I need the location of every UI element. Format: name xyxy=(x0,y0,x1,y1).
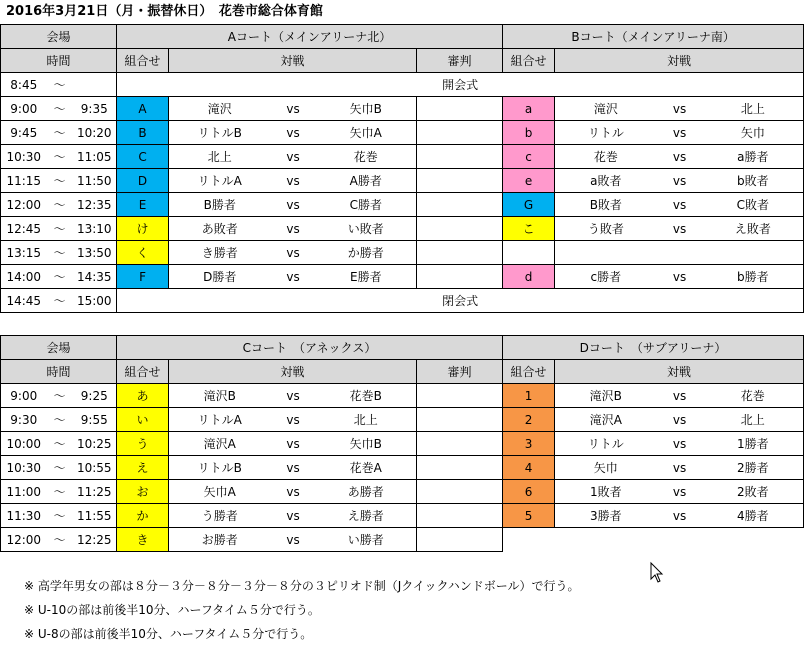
match-id-d: 5 xyxy=(503,504,555,528)
team-2: 花巻A xyxy=(316,456,417,480)
kumiawase-header-d: 組合せ xyxy=(503,360,555,384)
time-start: 14:45 xyxy=(1,289,47,313)
team-2: C勝者 xyxy=(316,193,417,217)
team-2: 花巻B xyxy=(316,384,417,408)
team-2: E勝者 xyxy=(316,265,417,289)
time-start: 12:00 xyxy=(1,193,47,217)
court-c-header: Cコート （アネックス） xyxy=(117,336,503,360)
match-id-c: い xyxy=(117,408,169,432)
vs-label: vs xyxy=(271,480,316,504)
time-end: 11:50 xyxy=(73,169,117,193)
vs-label: vs xyxy=(657,480,703,504)
team-1: あ敗者 xyxy=(169,217,271,241)
team-1: 滝沢 xyxy=(169,97,271,121)
team-1: リトルB xyxy=(169,456,271,480)
schedule-row xyxy=(1,121,804,145)
time-tilde: ～ xyxy=(47,265,73,289)
match-id-d: 4 xyxy=(503,456,555,480)
time-tilde: ～ xyxy=(47,432,73,456)
time-start: 9:30 xyxy=(1,408,47,432)
vs-label: vs xyxy=(657,504,703,528)
team-1: D勝者 xyxy=(169,265,271,289)
team-2: 矢巾A xyxy=(316,121,417,145)
match-id-a: A xyxy=(117,97,169,121)
time-start: 9:00 xyxy=(1,384,47,408)
schedule-row xyxy=(1,217,804,241)
match-id-a: C xyxy=(117,145,169,169)
referee-cell xyxy=(417,217,503,241)
opening-row xyxy=(1,73,804,97)
vs-label: vs xyxy=(271,456,316,480)
court-b-header: Bコート（メインアリーナ南） xyxy=(503,25,804,49)
match-id-b: b xyxy=(503,121,555,145)
schedule-row xyxy=(1,193,804,217)
referee-cell xyxy=(417,480,503,504)
kumiawase-header-a: 組合せ xyxy=(117,49,169,73)
time-start: 10:00 xyxy=(1,432,47,456)
time-start: 12:45 xyxy=(1,217,47,241)
match-id-d: 2 xyxy=(503,408,555,432)
note-2: ※ U-10の部は前後半10分、ハーフタイム５分で行う。 xyxy=(24,603,320,617)
referee-cell xyxy=(417,504,503,528)
vs-label: vs xyxy=(271,265,316,289)
shinpan-header-c: 審判 xyxy=(417,360,503,384)
match-id-b: a xyxy=(503,97,555,121)
schedule-row xyxy=(1,265,804,289)
time-tilde: ～ xyxy=(47,504,73,528)
time-tilde: ～ xyxy=(47,408,73,432)
referee-cell xyxy=(417,384,503,408)
vs-label: vs xyxy=(657,121,703,145)
match-id-c: あ xyxy=(117,384,169,408)
referee-cell xyxy=(417,528,503,552)
team-2: か勝者 xyxy=(316,241,417,265)
match-id-b xyxy=(503,241,555,265)
team-1: リトル xyxy=(555,121,657,145)
team-2: b敗者 xyxy=(703,169,804,193)
vs-label: vs xyxy=(271,97,316,121)
team-2: 北上 xyxy=(703,408,804,432)
time-end: 11:55 xyxy=(73,504,117,528)
vs-label: vs xyxy=(657,97,703,121)
vs-label: vs xyxy=(271,169,316,193)
referee-cell xyxy=(417,408,503,432)
schedule-table-bottom xyxy=(0,335,804,552)
team-2: 2勝者 xyxy=(703,456,804,480)
time-end: 10:20 xyxy=(73,121,117,145)
time-start: 8:45 xyxy=(1,73,47,97)
match-id-c: え xyxy=(117,456,169,480)
team-1: き勝者 xyxy=(169,241,271,265)
time-tilde: ～ xyxy=(47,384,73,408)
schedule-row xyxy=(1,504,804,528)
time-tilde: ～ xyxy=(47,73,73,97)
team-2: い敗者 xyxy=(316,217,417,241)
kumiawase-header-b: 組合せ xyxy=(503,49,555,73)
match-id-b: d xyxy=(503,265,555,289)
team-1: 矢巾 xyxy=(555,456,657,480)
note-3: ※ U-8の部は前後半10分、ハーフタイム５分で行う。 xyxy=(24,627,313,641)
team-1: 花巻 xyxy=(555,145,657,169)
vs-label: vs xyxy=(657,384,703,408)
team-2: A勝者 xyxy=(316,169,417,193)
time-end: 10:55 xyxy=(73,456,117,480)
referee-cell xyxy=(417,193,503,217)
empty-area xyxy=(503,528,804,552)
mouse-cursor-icon xyxy=(650,562,664,584)
schedule-row xyxy=(1,241,804,265)
time-end: 9:55 xyxy=(73,408,117,432)
time-tilde: ～ xyxy=(47,193,73,217)
page-title: 2016年3月21日（月・振替休日） 花巻市総合体育館 xyxy=(6,4,323,19)
referee-cell xyxy=(417,432,503,456)
shinpan-header-a: 審判 xyxy=(417,49,503,73)
team-1: う勝者 xyxy=(169,504,271,528)
vs-label: vs xyxy=(657,217,703,241)
vs-label: vs xyxy=(271,408,316,432)
taisen-header-c: 対戦 xyxy=(169,360,417,384)
time-tilde: ～ xyxy=(47,241,73,265)
vs-label: vs xyxy=(657,169,703,193)
team-2: 1勝者 xyxy=(703,432,804,456)
taisen-header-a: 対戦 xyxy=(169,49,417,73)
referee-cell xyxy=(417,241,503,265)
time-tilde: ～ xyxy=(47,289,73,313)
vs-label: vs xyxy=(271,121,316,145)
time-end: 14:35 xyxy=(73,265,117,289)
time-end: 10:25 xyxy=(73,432,117,456)
closing-ceremony: 閉会式 xyxy=(117,289,804,313)
match-id-c: お xyxy=(117,480,169,504)
match-id-a: け xyxy=(117,217,169,241)
team-2: え勝者 xyxy=(316,504,417,528)
vs-label: vs xyxy=(271,217,316,241)
time-tilde: ～ xyxy=(47,456,73,480)
time-end: 13:50 xyxy=(73,241,117,265)
match-id-a: D xyxy=(117,169,169,193)
match-id-b: e xyxy=(503,169,555,193)
time-end: 12:35 xyxy=(73,193,117,217)
court-a-header: Aコート（メインアリーナ北） xyxy=(117,25,503,49)
closing-row xyxy=(1,289,804,313)
time-start: 10:30 xyxy=(1,456,47,480)
vs-label: vs xyxy=(271,528,316,552)
team-2: a勝者 xyxy=(703,145,804,169)
schedule-row xyxy=(1,456,804,480)
empty-match xyxy=(555,241,804,265)
schedule-table-top xyxy=(0,24,804,313)
vs-label: vs xyxy=(657,265,703,289)
team-1: c勝者 xyxy=(555,265,657,289)
vs-label: vs xyxy=(657,408,703,432)
time-start: 13:15 xyxy=(1,241,47,265)
time-end: 12:25 xyxy=(73,528,117,552)
team-2: 花巻 xyxy=(703,384,804,408)
team-1: 1敗者 xyxy=(555,480,657,504)
time-tilde: ～ xyxy=(47,480,73,504)
time-label: 時間 xyxy=(1,49,117,73)
match-id-b: G xyxy=(503,193,555,217)
team-1: お勝者 xyxy=(169,528,271,552)
team-1: リトルA xyxy=(169,408,271,432)
note-1: ※ 高学年男女の部は８分－３分－８分－３分－８分の３ピリオド制（Jクイックハンドボール）で行う。 xyxy=(24,579,580,593)
vs-label: vs xyxy=(271,504,316,528)
team-2: 2敗者 xyxy=(703,480,804,504)
time-tilde: ～ xyxy=(47,528,73,552)
vs-label: vs xyxy=(271,384,316,408)
team-2: 北上 xyxy=(316,408,417,432)
match-id-c: き xyxy=(117,528,169,552)
team-1: リトルB xyxy=(169,121,271,145)
vs-label: vs xyxy=(271,241,316,265)
team-1: 滝沢B xyxy=(555,384,657,408)
schedule-row xyxy=(1,408,804,432)
match-id-a: F xyxy=(117,265,169,289)
notes xyxy=(24,574,580,646)
team-1: 滝沢A xyxy=(169,432,271,456)
time-end: 9:25 xyxy=(73,384,117,408)
schedule-row xyxy=(1,384,804,408)
team-2: 矢巾B xyxy=(316,97,417,121)
team-2: 矢巾B xyxy=(316,432,417,456)
time-end: 13:10 xyxy=(73,217,117,241)
vs-label: vs xyxy=(657,145,703,169)
time-start: 12:00 xyxy=(1,528,47,552)
match-id-d: 1 xyxy=(503,384,555,408)
match-id-a: B xyxy=(117,121,169,145)
time-start: 11:00 xyxy=(1,480,47,504)
time-tilde: ～ xyxy=(47,217,73,241)
time-end: 11:25 xyxy=(73,480,117,504)
referee-cell xyxy=(417,456,503,480)
vs-label: vs xyxy=(657,193,703,217)
taisen-header-b: 対戦 xyxy=(555,49,804,73)
team-1: 滝沢 xyxy=(555,97,657,121)
referee-cell xyxy=(417,97,503,121)
vs-label: vs xyxy=(657,432,703,456)
time-start: 14:00 xyxy=(1,265,47,289)
time-tilde: ～ xyxy=(47,145,73,169)
schedule-row xyxy=(1,97,804,121)
venue-label: 会場 xyxy=(1,25,117,49)
schedule-row xyxy=(1,169,804,193)
team-1: 北上 xyxy=(169,145,271,169)
team-1: B勝者 xyxy=(169,193,271,217)
time-start: 11:15 xyxy=(1,169,47,193)
match-id-b: こ xyxy=(503,217,555,241)
match-id-d: 6 xyxy=(503,480,555,504)
team-1: 3勝者 xyxy=(555,504,657,528)
team-2: 花巻 xyxy=(316,145,417,169)
team-2: b勝者 xyxy=(703,265,804,289)
kumiawase-header-c: 組合せ xyxy=(117,360,169,384)
schedule-row xyxy=(1,528,804,552)
match-id-c: か xyxy=(117,504,169,528)
time-end: 15:00 xyxy=(73,289,117,313)
schedule-row xyxy=(1,432,804,456)
vs-label: vs xyxy=(271,145,316,169)
opening-ceremony: 開会式 xyxy=(117,73,804,97)
time-start: 10:30 xyxy=(1,145,47,169)
team-1: B敗者 xyxy=(555,193,657,217)
team-1: a敗者 xyxy=(555,169,657,193)
team-1: 滝沢A xyxy=(555,408,657,432)
match-id-b: c xyxy=(503,145,555,169)
schedule-row xyxy=(1,145,804,169)
team-1: 矢巾A xyxy=(169,480,271,504)
schedule-row xyxy=(1,480,804,504)
team-2: 北上 xyxy=(703,97,804,121)
team-2: C敗者 xyxy=(703,193,804,217)
referee-cell xyxy=(417,265,503,289)
team-2: あ勝者 xyxy=(316,480,417,504)
referee-cell xyxy=(417,121,503,145)
team-2: 4勝者 xyxy=(703,504,804,528)
time-tilde: ～ xyxy=(47,169,73,193)
match-id-a: E xyxy=(117,193,169,217)
time-end: 11:05 xyxy=(73,145,117,169)
time-end: 9:35 xyxy=(73,97,117,121)
court-d-header: Dコート （サブアリーナ） xyxy=(503,336,804,360)
match-id-c: う xyxy=(117,432,169,456)
team-2: い勝者 xyxy=(316,528,417,552)
vs-label: vs xyxy=(271,193,316,217)
time-start: 9:00 xyxy=(1,97,47,121)
time-start: 9:45 xyxy=(1,121,47,145)
taisen-header-d: 対戦 xyxy=(555,360,804,384)
time-tilde: ～ xyxy=(47,121,73,145)
referee-cell xyxy=(417,145,503,169)
time-start: 11:30 xyxy=(1,504,47,528)
team-1: リトルA xyxy=(169,169,271,193)
team-2: え敗者 xyxy=(703,217,804,241)
vs-label: vs xyxy=(657,456,703,480)
team-1: 滝沢B xyxy=(169,384,271,408)
match-id-a: く xyxy=(117,241,169,265)
referee-cell xyxy=(417,169,503,193)
match-id-d: 3 xyxy=(503,432,555,456)
team-1: う敗者 xyxy=(555,217,657,241)
vs-label: vs xyxy=(271,432,316,456)
time-label: 時間 xyxy=(1,360,117,384)
team-1: リトル xyxy=(555,432,657,456)
time-tilde: ～ xyxy=(47,97,73,121)
team-2: 矢巾 xyxy=(703,121,804,145)
venue-label: 会場 xyxy=(1,336,117,360)
